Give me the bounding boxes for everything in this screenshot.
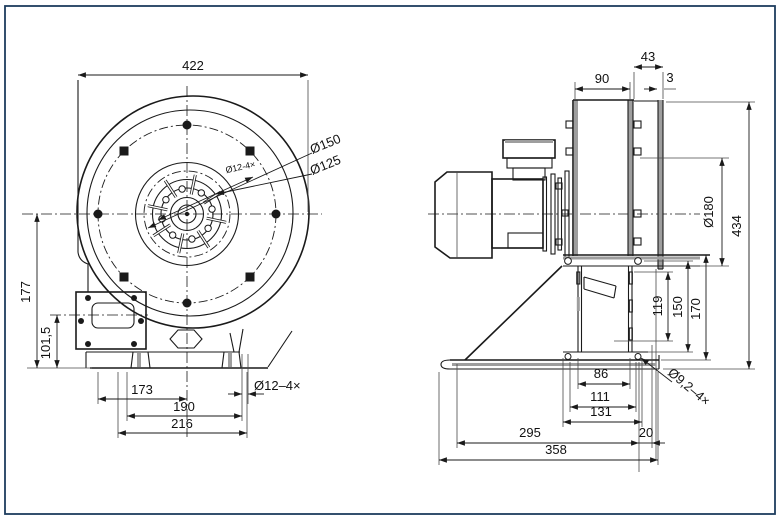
dim-base-width: 216 xyxy=(171,416,193,431)
dim-inlet-bolt-circle: Ø150 xyxy=(307,130,343,157)
dim-bracket-h2: 150 xyxy=(670,296,685,318)
dim-inlet-holes: Ø12-4× xyxy=(224,159,257,176)
dim-foot-slots: 190 xyxy=(173,399,195,414)
dim-flange-offset: 43 xyxy=(640,49,656,64)
dim-plate-thickness: 3 xyxy=(666,70,674,85)
dim-bracket-h3: 170 xyxy=(688,298,703,320)
dim-box-height: 101,5 xyxy=(38,326,53,360)
dim-overall-height: 177 xyxy=(18,281,33,303)
dim-bracket-w1: 86 xyxy=(593,366,609,381)
dim-inlet-dia: Ø125 xyxy=(307,151,343,178)
dim-overall-width: 422 xyxy=(182,58,204,73)
dim-base-l1: 295 xyxy=(519,425,541,440)
dim-base-l3: 358 xyxy=(545,442,567,457)
dim-housing-depth: 90 xyxy=(594,71,610,86)
dim-base-slot-dia: Ø12–4× xyxy=(254,378,301,393)
dim-bracket-w3: 131 xyxy=(590,404,612,419)
dim-bracket-h1: 119 xyxy=(650,295,665,317)
dim-outlet-dia: Ø180 xyxy=(701,196,716,228)
dim-foot-center: 173 xyxy=(131,382,153,397)
dim-overall-height-side: 434 xyxy=(729,215,744,237)
dim-base-l2: 20 xyxy=(638,425,654,440)
dim-base-hole-dia: Ø9,2–4× xyxy=(665,364,714,409)
dim-bracket-w2: 111 xyxy=(590,389,610,404)
